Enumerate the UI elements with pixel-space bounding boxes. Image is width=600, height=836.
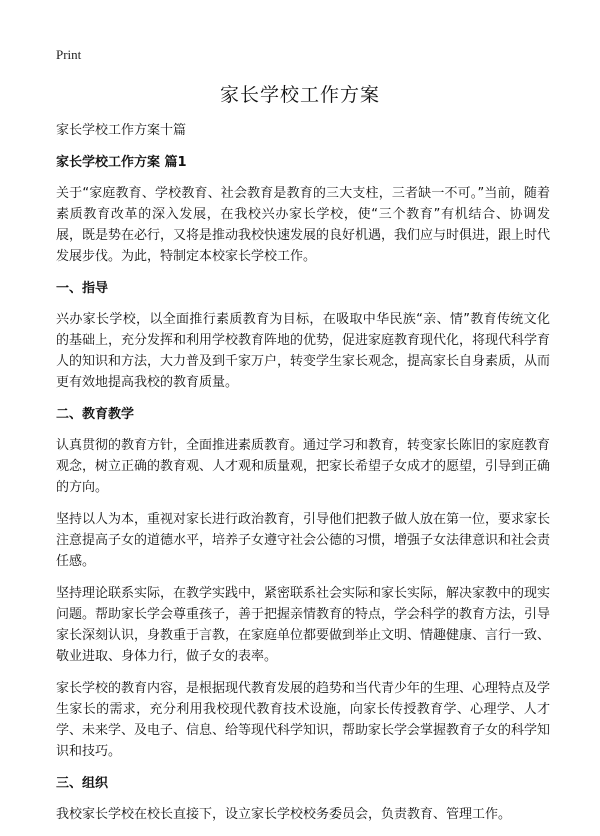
paragraph: 坚持理论联系实际，在教学实践中，紧密联系社会实际和家长实际，解决家教中的现实问题。帮助家长学会尊重孩子，善于把握亲情教育的特点，学会科学的教育方法，引导家长深刻认识，身教重于言教，在家庭单位都要做到举止文明、情趣健康、言行一致、敬业进取、身体力行，做子女的表率。 — [56, 586, 551, 664]
section-heading-teaching: 二、教育教学 — [56, 407, 135, 422]
article-heading: 家长学校工作方案 篇1 — [56, 155, 187, 170]
paragraph: 我校家长学校在校长直接下，设立家长学校校务委员会，负责教育、管理工作。 — [56, 807, 512, 822]
paragraph: 认真贯彻的教育方针，全面推进素质教育。通过学习和教育，转变家长陈旧的家庭教育观念，树立正确的教育观、人才观和质量观，把家长希望子女成才的愿望，引导到正确的方向。 — [56, 438, 551, 495]
paragraph: 坚持以人为本，重视对家长进行政治教育，引导他们把教子做人放在第一位，要求家长注意提高子女的道德水平，培养子女遵守社会公德的习惯，增强子女法律意识和社会责任感。 — [56, 512, 551, 569]
paragraph: 家长学校的教育内容，是根据现代教育发展的趋势和当代青少年的生理、心理特点及学生家长的需求，充分利用我校现代教育技术设施，向家长传授教育学、心理学、人才学、未来学、及电子、信息、给等现代科学知识，帮助家长学会掌握教育子女的科学知识和技巧。 — [56, 681, 551, 759]
section-heading-guidance: 一、指导 — [56, 281, 109, 296]
intro-paragraph: 关于“家庭教育、学校教育、社会教育是教育的三大支柱，三者缺一不可。”当前，随着素质教育改革的深入发展，在我校兴办家长学校，使“三个教育”有机结合、协调发展，既是势在必行，又将是推动我校快速发展的良好机遇，我们应与时俱进，跟上时代发展步伐。为此，特制定本校家长学校工作。 — [56, 186, 551, 264]
document-body — [56, 120, 550, 836]
document-subtitle: 家长学校工作方案十篇 — [56, 123, 187, 138]
paragraph: 兴办家长学校，以全面推行素质教育为目标，在吸取中华民族“亲、情”教育传统文化的基础上，充分发挥和利用学校教育阵地的优势，促进家庭教育现代化，将现代科学育人的知识和方法，大力普及到千家万户，转变学生家长观念，提高家长自身素质，从而更有效地提高我校的教育质量。 — [56, 312, 551, 390]
section-heading-organization: 三、组织 — [56, 776, 109, 791]
page-title: 家长学校工作方案 — [219, 84, 380, 106]
print-link[interactable]: Print — [56, 47, 82, 62]
